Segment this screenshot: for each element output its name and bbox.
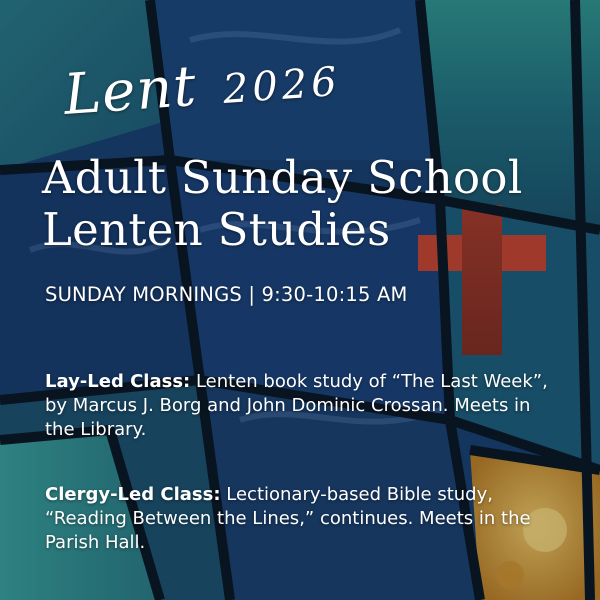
lay-led-class-label: Lay-Led Class: xyxy=(45,371,191,392)
script-word: Lent xyxy=(61,53,199,128)
title-line-2: Lenten Studies xyxy=(42,203,391,256)
lay-led-class xyxy=(45,370,565,442)
clergy-led-class xyxy=(45,483,565,555)
clergy-led-class-label: Clergy-Led Class: xyxy=(45,484,221,505)
lay-led-class-description: Lenten book study of “The Last Week”, by Marcus J. Borg and John Dominic Crossan. Meets in the Library. xyxy=(45,371,548,440)
schedule-text: SUNDAY MORNINGS | 9:30-10:15 AM xyxy=(45,283,408,306)
script-year: 2026 xyxy=(221,58,343,113)
clergy-led-class-description: Lectionary-based Bible study, “Reading Between the Lines,” continues. Meets in the Parish Hall. xyxy=(45,484,531,553)
title-line-1: Adult Sunday School xyxy=(42,151,523,204)
main-title xyxy=(42,152,582,256)
